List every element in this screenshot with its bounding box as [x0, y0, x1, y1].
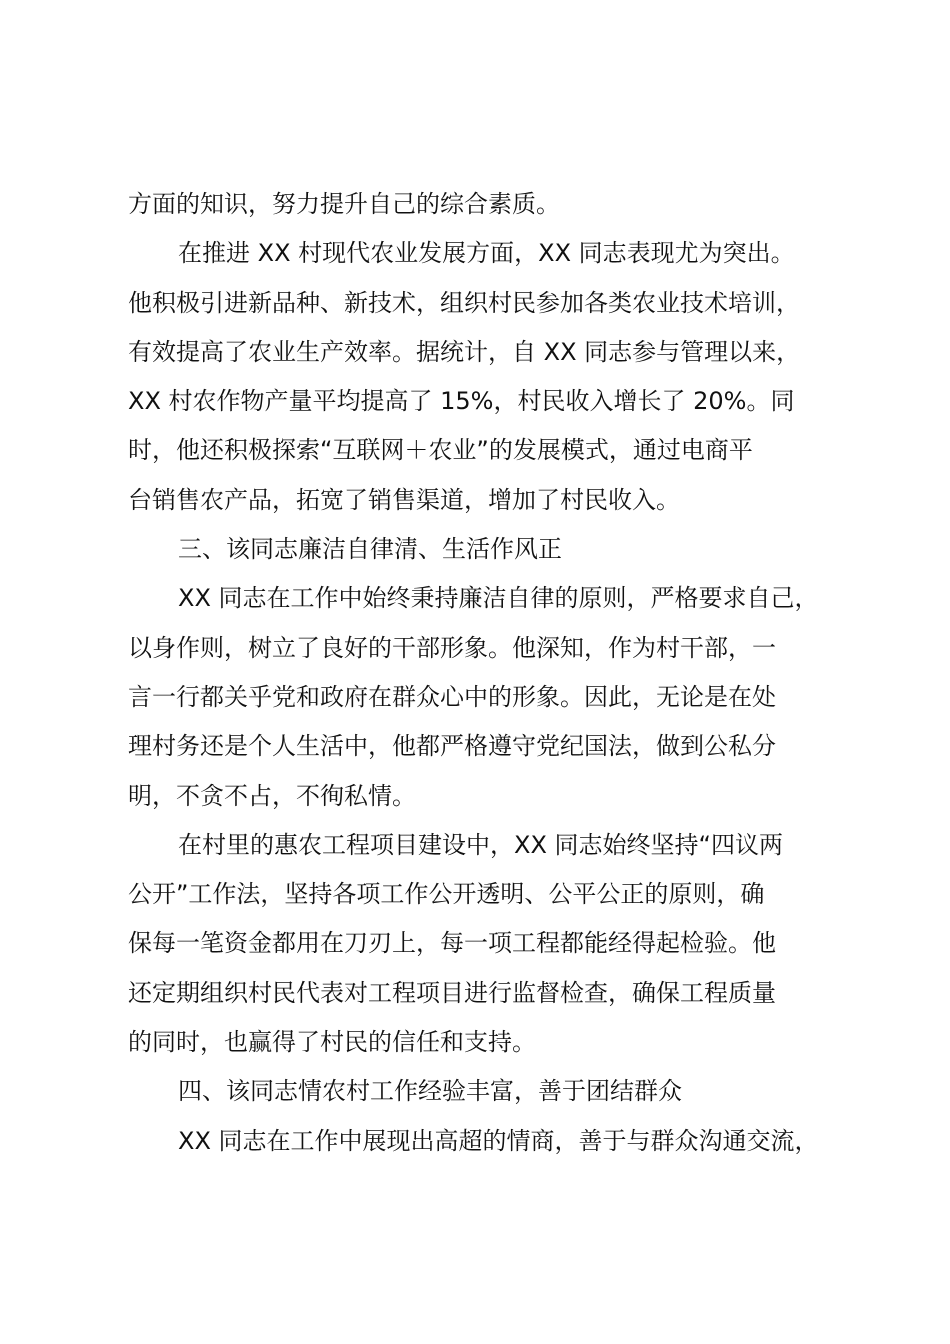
paragraph-line: 在推进 XX 村现代农业发展方面，XX 同志表现尤为突出。	[178, 239, 795, 268]
paragraph-line: XX 村农作物产量平均提高了 15%，村民收入增长了 20%。同	[128, 387, 795, 416]
document-body	[128, 180, 858, 1166]
section-heading: 四、该同志情农村工作经验丰富，善于团结群众	[178, 1077, 682, 1106]
paragraph-line: 有效提高了农业生产效率。据统计，自 XX 同志参与管理以来，	[128, 337, 801, 366]
paragraph-line: 言一行都关乎党和政府在群众心中的形象。因此，无论是在处	[128, 682, 776, 711]
paragraph-line: 还定期组织村民代表对工程项目进行监督检查，确保工程质量	[128, 978, 776, 1007]
paragraph-line: 在村里的惠农工程项目建设中，XX 同志始终坚持“四议两	[178, 830, 783, 859]
paragraph-line: 以身作则，树立了良好的干部形象。他深知，作为村干部，一	[128, 633, 776, 662]
paragraph-line: 的同时，也赢得了村民的信任和支持。	[128, 1028, 536, 1057]
paragraph-line: 方面的知识，努力提升自己的综合素质。	[128, 190, 560, 218]
paragraph-line: 时，他还积极探索“互联网＋农业”的发展模式，通过电商平	[128, 436, 753, 465]
paragraph-line: XX 同志在工作中始终秉持廉洁自律的原则，严格要求自己，	[178, 584, 819, 613]
section-heading: 三、该同志廉洁自律清、生活作风正	[178, 535, 562, 564]
paragraph-line: 理村务还是个人生活中，他都严格遵守党纪国法，做到公私分	[128, 732, 776, 761]
paragraph-line: 明，不贪不占，不徇私情。	[128, 781, 416, 810]
paragraph-line: 台销售农产品，拓宽了销售渠道，增加了村民收入。	[128, 485, 680, 514]
paragraph-line: 他积极引进新品种、新技术，组织村民参加各类农业技术培训，	[128, 288, 800, 317]
paragraph-line: 公开”工作法，坚持各项工作公开透明、公平公正的原则，确	[128, 880, 765, 909]
paragraph-line: XX 同志在工作中展现出高超的情商，善于与群众沟通交流，	[178, 1126, 819, 1155]
paragraph-line: 保每一笔资金都用在刀刃上，每一项工程都能经得起检验。他	[128, 929, 776, 958]
